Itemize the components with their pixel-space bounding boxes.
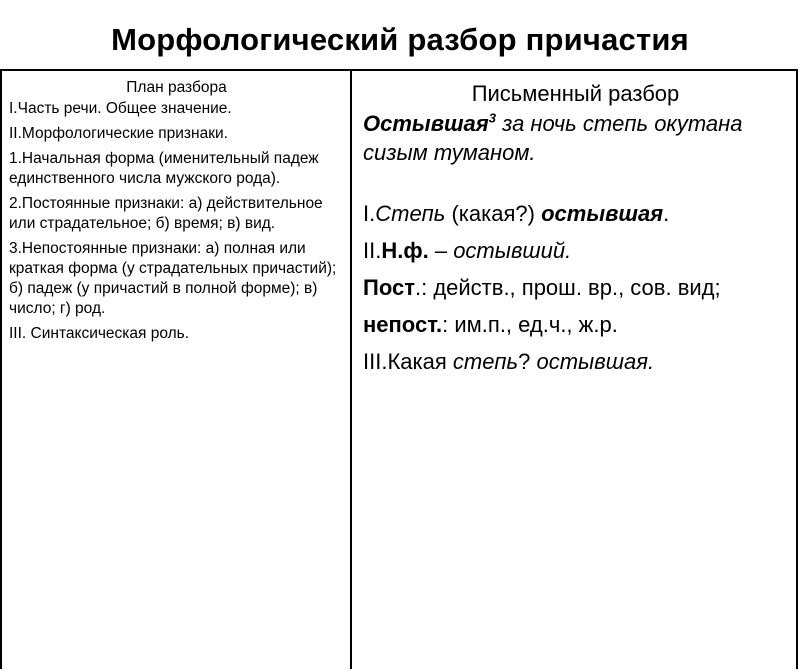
analysis-table (0, 69, 798, 669)
plan-item-6: III. Синтаксическая роль. (9, 325, 190, 342)
spacer (363, 173, 788, 199)
line2-dash: – (428, 238, 454, 263)
line5-question: III.Какая (363, 349, 453, 374)
analysis-line-3 (363, 273, 788, 302)
analysis-line-2 (363, 236, 788, 265)
line1-numeral: I. (363, 201, 376, 226)
line1-question: (какая?) (445, 201, 542, 226)
sentence-rest: за ночь степь окутана сизым туманом. (363, 111, 743, 165)
plan-column (2, 71, 352, 669)
plan-item-5: 3.Непостоянные признаки: а) полная или краткая форма (у страдательных причастий); б) падеж (у причастий в полной форме); в) число; г) род. (9, 240, 337, 317)
sentence-participle: Остывшая (363, 111, 489, 136)
line2-initial-form: остывший. (453, 238, 572, 263)
analysis-line-1 (363, 199, 788, 228)
line4-features: : им.п., ед.ч., ж.р. (442, 312, 618, 337)
plan-item-4: 2.Постоянные признаки: а) действительное или страдательное; б) время; в) вид. (9, 195, 323, 232)
line5-participle: остывшая. (536, 349, 655, 374)
line1-dot: . (663, 201, 670, 226)
analysis-line-4 (363, 310, 788, 339)
plan-item-1: I.Часть речи. Общее значение. (9, 100, 232, 117)
line1-noun: Степь (375, 201, 446, 226)
analysis-line-5 (363, 347, 788, 376)
written-column (354, 71, 796, 669)
sentence-superscript: 3 (488, 110, 496, 126)
page-title: Морфологический разбор причастия (111, 22, 689, 57)
line5-noun: степь (452, 349, 519, 374)
written-heading: Письменный разбор (471, 81, 680, 106)
plan-heading: План разбора (126, 79, 227, 96)
plan-item-3: 1.Начальная форма (именительный падеж единственного числа мужского рода). (9, 150, 319, 187)
line3-features: .: действ., прош. вр., сов. вид; (414, 275, 721, 300)
line3-label: Пост (363, 275, 415, 300)
line2-label: Н.ф. (381, 238, 429, 263)
line1-participle: остывшая (541, 201, 664, 226)
line2-numeral: II. (363, 238, 382, 263)
plan-item-2: II.Морфологические признаки. (9, 125, 228, 142)
example-sentence (363, 109, 788, 167)
line5-qmark: ? (518, 349, 537, 374)
line4-label: непост. (363, 312, 443, 337)
